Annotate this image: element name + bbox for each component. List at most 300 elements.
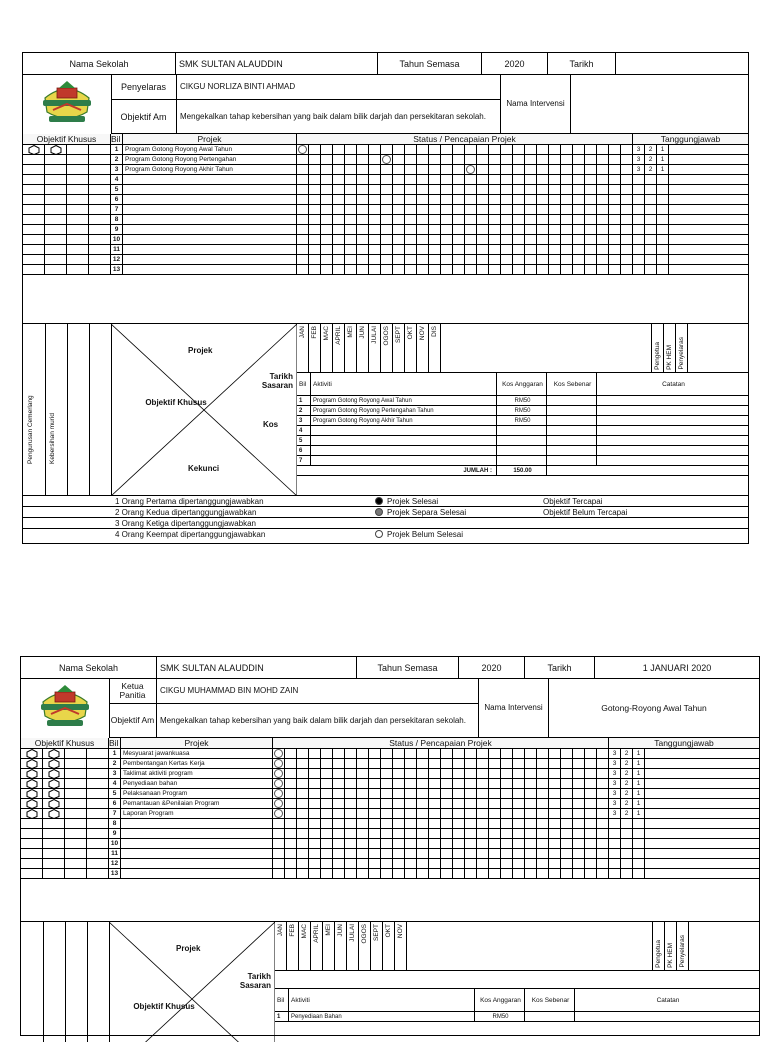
status-cell[interactable] <box>429 235 441 244</box>
status-cell[interactable] <box>417 155 429 164</box>
status-cell[interactable] <box>429 245 441 254</box>
status-cell[interactable] <box>561 869 573 878</box>
status-cell[interactable] <box>393 849 405 858</box>
status-cell[interactable] <box>285 799 297 808</box>
status-cell[interactable] <box>477 779 489 788</box>
status-cell[interactable] <box>477 265 489 274</box>
status-cell[interactable] <box>381 779 393 788</box>
status-cell[interactable] <box>537 859 549 868</box>
status-cell[interactable] <box>561 185 573 194</box>
status-cell[interactable] <box>369 245 381 254</box>
status-cell[interactable] <box>621 265 633 274</box>
status-cell[interactable] <box>513 245 525 254</box>
status-cell[interactable] <box>537 829 549 838</box>
status-cell[interactable] <box>405 245 417 254</box>
status-cell[interactable] <box>405 819 417 828</box>
status-cell[interactable] <box>537 749 549 758</box>
status-cell[interactable] <box>597 769 609 778</box>
status-cell[interactable] <box>357 265 369 274</box>
status-cell[interactable] <box>621 215 633 224</box>
status-cell[interactable] <box>381 245 393 254</box>
act-catatan[interactable] <box>597 456 748 465</box>
status-cell[interactable] <box>549 759 561 768</box>
status-cell[interactable] <box>441 869 453 878</box>
status-cell[interactable] <box>429 789 441 798</box>
status-cell[interactable] <box>441 849 453 858</box>
status-cell[interactable] <box>405 859 417 868</box>
status-cell[interactable] <box>381 215 393 224</box>
status-cell[interactable] <box>465 759 477 768</box>
status-cell[interactable] <box>297 195 309 204</box>
status-cell[interactable] <box>453 769 465 778</box>
status-cell[interactable] <box>573 849 585 858</box>
status-cell[interactable] <box>477 185 489 194</box>
status-cell[interactable] <box>513 185 525 194</box>
status-cell[interactable] <box>369 799 381 808</box>
status-cell[interactable] <box>297 255 309 264</box>
status-cell[interactable] <box>609 165 621 174</box>
status-cell[interactable] <box>573 205 585 214</box>
status-cell[interactable] <box>309 859 321 868</box>
status-cell[interactable] <box>477 145 489 154</box>
status-cell[interactable] <box>453 255 465 264</box>
status-cell[interactable] <box>333 245 345 254</box>
status-cell[interactable] <box>297 749 309 758</box>
act-catatan[interactable] <box>597 426 748 435</box>
status-cell[interactable] <box>405 809 417 818</box>
status-cell[interactable] <box>561 175 573 184</box>
status-cell[interactable] <box>441 235 453 244</box>
status-cell[interactable] <box>309 225 321 234</box>
status-cell[interactable] <box>417 859 429 868</box>
status-cell[interactable] <box>453 165 465 174</box>
status-cell[interactable] <box>501 819 513 828</box>
status-cell[interactable] <box>381 225 393 234</box>
status-cell[interactable] <box>393 759 405 768</box>
status-cell[interactable] <box>585 759 597 768</box>
status-cell[interactable] <box>585 255 597 264</box>
status-cell[interactable] <box>465 145 477 154</box>
status-cell[interactable] <box>273 809 285 818</box>
status-cell[interactable] <box>393 225 405 234</box>
status-cell[interactable] <box>585 165 597 174</box>
status-cell[interactable] <box>381 789 393 798</box>
status-cell[interactable] <box>333 205 345 214</box>
status-cell[interactable] <box>273 749 285 758</box>
status-cell[interactable] <box>273 839 285 848</box>
status-cell[interactable] <box>333 225 345 234</box>
status-cell[interactable] <box>393 809 405 818</box>
status-cell[interactable] <box>525 175 537 184</box>
status-cell[interactable] <box>585 235 597 244</box>
status-cell[interactable] <box>585 839 597 848</box>
status-cell[interactable] <box>297 869 309 878</box>
status-cell[interactable] <box>597 759 609 768</box>
status-cell[interactable] <box>561 829 573 838</box>
status-cell[interactable] <box>513 265 525 274</box>
status-cell[interactable] <box>333 869 345 878</box>
status-cell[interactable] <box>345 225 357 234</box>
status-cell[interactable] <box>609 255 621 264</box>
status-cell[interactable] <box>549 255 561 264</box>
status-cell[interactable] <box>309 819 321 828</box>
status-cell[interactable] <box>333 215 345 224</box>
status-cell[interactable] <box>489 195 501 204</box>
act-catatan[interactable] <box>597 396 748 405</box>
status-cell[interactable] <box>393 859 405 868</box>
status-cell[interactable] <box>321 155 333 164</box>
status-cell[interactable] <box>333 799 345 808</box>
status-cell[interactable] <box>441 255 453 264</box>
status-cell[interactable] <box>405 849 417 858</box>
status-cell[interactable] <box>561 809 573 818</box>
status-cell[interactable] <box>621 175 633 184</box>
status-cell[interactable] <box>525 215 537 224</box>
status-cell[interactable] <box>357 789 369 798</box>
status-cell[interactable] <box>357 819 369 828</box>
status-cell[interactable] <box>597 245 609 254</box>
status-cell[interactable] <box>333 759 345 768</box>
status-cell[interactable] <box>597 809 609 818</box>
status-cell[interactable] <box>477 869 489 878</box>
status-cell[interactable] <box>357 849 369 858</box>
status-cell[interactable] <box>453 789 465 798</box>
status-cell[interactable] <box>321 749 333 758</box>
status-cell[interactable] <box>609 195 621 204</box>
status-cell[interactable] <box>333 839 345 848</box>
status-cell[interactable] <box>573 759 585 768</box>
status-cell[interactable] <box>333 145 345 154</box>
status-cell[interactable] <box>297 809 309 818</box>
status-cell[interactable] <box>621 225 633 234</box>
status-cell[interactable] <box>357 809 369 818</box>
status-cell[interactable] <box>585 859 597 868</box>
status-cell[interactable] <box>597 819 609 828</box>
status-cell[interactable] <box>333 155 345 164</box>
status-cell[interactable] <box>441 215 453 224</box>
status-cell[interactable] <box>429 215 441 224</box>
status-cell[interactable] <box>441 839 453 848</box>
status-cell[interactable] <box>333 175 345 184</box>
status-cell[interactable] <box>417 749 429 758</box>
status-cell[interactable] <box>477 205 489 214</box>
status-cell[interactable] <box>417 265 429 274</box>
status-cell[interactable] <box>477 165 489 174</box>
status-cell[interactable] <box>501 779 513 788</box>
status-cell[interactable] <box>573 145 585 154</box>
status-cell[interactable] <box>597 155 609 164</box>
status-cell[interactable] <box>561 779 573 788</box>
status-cell[interactable] <box>297 839 309 848</box>
status-cell[interactable] <box>321 819 333 828</box>
status-cell[interactable] <box>549 165 561 174</box>
status-cell[interactable] <box>477 255 489 264</box>
status-cell[interactable] <box>357 235 369 244</box>
status-cell[interactable] <box>477 819 489 828</box>
status-cell[interactable] <box>453 185 465 194</box>
status-cell[interactable] <box>441 799 453 808</box>
status-cell[interactable] <box>525 245 537 254</box>
status-cell[interactable] <box>477 829 489 838</box>
status-cell[interactable] <box>345 155 357 164</box>
act-catatan[interactable] <box>597 446 748 455</box>
status-cell[interactable] <box>297 799 309 808</box>
status-cell[interactable] <box>597 779 609 788</box>
status-cell[interactable] <box>333 769 345 778</box>
status-cell[interactable] <box>573 155 585 164</box>
status-cell[interactable] <box>513 859 525 868</box>
status-cell[interactable] <box>609 205 621 214</box>
status-cell[interactable] <box>309 145 321 154</box>
status-cell[interactable] <box>453 155 465 164</box>
status-cell[interactable] <box>441 829 453 838</box>
status-cell[interactable] <box>477 809 489 818</box>
status-cell[interactable] <box>273 769 285 778</box>
status-cell[interactable] <box>453 779 465 788</box>
status-cell[interactable] <box>345 195 357 204</box>
status-cell[interactable] <box>381 799 393 808</box>
status-cell[interactable] <box>477 175 489 184</box>
status-cell[interactable] <box>597 195 609 204</box>
status-cell[interactable] <box>453 145 465 154</box>
status-cell[interactable] <box>549 849 561 858</box>
status-cell[interactable] <box>309 185 321 194</box>
status-cell[interactable] <box>309 245 321 254</box>
status-cell[interactable] <box>333 749 345 758</box>
status-cell[interactable] <box>525 869 537 878</box>
status-cell[interactable] <box>573 809 585 818</box>
status-cell[interactable] <box>429 849 441 858</box>
status-cell[interactable] <box>441 185 453 194</box>
status-cell[interactable] <box>429 225 441 234</box>
status-cell[interactable] <box>477 245 489 254</box>
status-cell[interactable] <box>489 185 501 194</box>
status-cell[interactable] <box>573 789 585 798</box>
status-cell[interactable] <box>489 759 501 768</box>
status-cell[interactable] <box>537 215 549 224</box>
status-cell[interactable] <box>273 869 285 878</box>
status-cell[interactable] <box>477 859 489 868</box>
status-cell[interactable] <box>309 769 321 778</box>
status-cell[interactable] <box>321 759 333 768</box>
status-cell[interactable] <box>417 869 429 878</box>
status-cell[interactable] <box>357 749 369 758</box>
status-cell[interactable] <box>585 215 597 224</box>
status-cell[interactable] <box>501 789 513 798</box>
status-cell[interactable] <box>573 165 585 174</box>
status-cell[interactable] <box>585 145 597 154</box>
act-catatan[interactable] <box>575 1012 759 1021</box>
status-cell[interactable] <box>429 799 441 808</box>
status-cell[interactable] <box>561 165 573 174</box>
status-cell[interactable] <box>357 779 369 788</box>
status-cell[interactable] <box>357 195 369 204</box>
status-cell[interactable] <box>585 849 597 858</box>
status-cell[interactable] <box>573 265 585 274</box>
status-cell[interactable] <box>501 155 513 164</box>
status-cell[interactable] <box>285 759 297 768</box>
status-cell[interactable] <box>333 859 345 868</box>
status-cell[interactable] <box>609 215 621 224</box>
status-cell[interactable] <box>585 789 597 798</box>
status-cell[interactable] <box>369 205 381 214</box>
status-cell[interactable] <box>537 235 549 244</box>
status-cell[interactable] <box>381 769 393 778</box>
status-cell[interactable] <box>417 245 429 254</box>
status-cell[interactable] <box>417 235 429 244</box>
status-cell[interactable] <box>477 759 489 768</box>
status-cell[interactable] <box>321 829 333 838</box>
status-cell[interactable] <box>393 245 405 254</box>
status-cell[interactable] <box>537 759 549 768</box>
status-cell[interactable] <box>381 185 393 194</box>
status-cell[interactable] <box>333 779 345 788</box>
status-cell[interactable] <box>453 869 465 878</box>
status-cell[interactable] <box>549 235 561 244</box>
status-cell[interactable] <box>309 749 321 758</box>
status-cell[interactable] <box>465 185 477 194</box>
status-cell[interactable] <box>501 749 513 758</box>
status-cell[interactable] <box>573 255 585 264</box>
status-cell[interactable] <box>429 839 441 848</box>
status-cell[interactable] <box>477 769 489 778</box>
status-cell[interactable] <box>549 155 561 164</box>
status-cell[interactable] <box>273 819 285 828</box>
status-cell[interactable] <box>357 245 369 254</box>
status-cell[interactable] <box>285 819 297 828</box>
status-cell[interactable] <box>345 185 357 194</box>
status-cell[interactable] <box>393 155 405 164</box>
status-cell[interactable] <box>537 245 549 254</box>
status-cell[interactable] <box>597 869 609 878</box>
status-cell[interactable] <box>561 759 573 768</box>
status-cell[interactable] <box>585 829 597 838</box>
status-cell[interactable] <box>489 225 501 234</box>
status-cell[interactable] <box>321 839 333 848</box>
status-cell[interactable] <box>333 849 345 858</box>
status-cell[interactable] <box>345 809 357 818</box>
status-cell[interactable] <box>477 155 489 164</box>
status-cell[interactable] <box>333 185 345 194</box>
status-cell[interactable] <box>537 819 549 828</box>
status-cell[interactable] <box>441 195 453 204</box>
status-cell[interactable] <box>321 145 333 154</box>
status-cell[interactable] <box>513 869 525 878</box>
status-cell[interactable] <box>309 869 321 878</box>
status-cell[interactable] <box>309 849 321 858</box>
status-cell[interactable] <box>453 175 465 184</box>
status-cell[interactable] <box>333 255 345 264</box>
status-cell[interactable] <box>417 769 429 778</box>
status-cell[interactable] <box>489 779 501 788</box>
status-cell[interactable] <box>621 145 633 154</box>
status-cell[interactable] <box>525 155 537 164</box>
status-cell[interactable] <box>549 809 561 818</box>
status-cell[interactable] <box>465 839 477 848</box>
status-cell[interactable] <box>309 265 321 274</box>
status-cell[interactable] <box>429 195 441 204</box>
status-cell[interactable] <box>321 869 333 878</box>
status-cell[interactable] <box>585 265 597 274</box>
status-cell[interactable] <box>513 779 525 788</box>
status-cell[interactable] <box>489 145 501 154</box>
status-cell[interactable] <box>429 769 441 778</box>
status-cell[interactable] <box>429 175 441 184</box>
status-cell[interactable] <box>321 175 333 184</box>
status-cell[interactable] <box>525 759 537 768</box>
status-cell[interactable] <box>465 205 477 214</box>
status-cell[interactable] <box>321 779 333 788</box>
status-cell[interactable] <box>345 869 357 878</box>
status-cell[interactable] <box>561 849 573 858</box>
status-cell[interactable] <box>393 839 405 848</box>
status-cell[interactable] <box>549 789 561 798</box>
status-cell[interactable] <box>573 779 585 788</box>
status-cell[interactable] <box>561 235 573 244</box>
status-cell[interactable] <box>537 779 549 788</box>
status-cell[interactable] <box>477 225 489 234</box>
status-cell[interactable] <box>561 255 573 264</box>
status-cell[interactable] <box>585 769 597 778</box>
status-cell[interactable] <box>597 829 609 838</box>
status-cell[interactable] <box>501 869 513 878</box>
status-cell[interactable] <box>465 849 477 858</box>
status-cell[interactable] <box>489 175 501 184</box>
act-kos-sebenar[interactable] <box>547 426 597 435</box>
status-cell[interactable] <box>489 265 501 274</box>
status-cell[interactable] <box>489 245 501 254</box>
status-cell[interactable] <box>465 799 477 808</box>
status-cell[interactable] <box>537 799 549 808</box>
status-cell[interactable] <box>597 215 609 224</box>
status-cell[interactable] <box>525 225 537 234</box>
status-cell[interactable] <box>489 215 501 224</box>
status-cell[interactable] <box>453 799 465 808</box>
status-cell[interactable] <box>309 779 321 788</box>
status-cell[interactable] <box>381 749 393 758</box>
status-cell[interactable] <box>609 225 621 234</box>
status-cell[interactable] <box>513 809 525 818</box>
status-cell[interactable] <box>573 799 585 808</box>
status-cell[interactable] <box>381 759 393 768</box>
status-cell[interactable] <box>441 225 453 234</box>
status-cell[interactable] <box>273 859 285 868</box>
status-cell[interactable] <box>549 829 561 838</box>
status-cell[interactable] <box>345 759 357 768</box>
status-cell[interactable] <box>393 819 405 828</box>
status-cell[interactable] <box>597 859 609 868</box>
status-cell[interactable] <box>273 799 285 808</box>
status-cell[interactable] <box>573 769 585 778</box>
status-cell[interactable] <box>513 849 525 858</box>
status-cell[interactable] <box>537 869 549 878</box>
status-cell[interactable] <box>441 265 453 274</box>
status-cell[interactable] <box>369 809 381 818</box>
status-cell[interactable] <box>465 255 477 264</box>
status-cell[interactable] <box>441 769 453 778</box>
status-cell[interactable] <box>417 165 429 174</box>
status-cell[interactable] <box>345 145 357 154</box>
status-cell[interactable] <box>549 799 561 808</box>
status-cell[interactable] <box>465 265 477 274</box>
status-cell[interactable] <box>597 185 609 194</box>
status-cell[interactable] <box>513 165 525 174</box>
status-cell[interactable] <box>417 819 429 828</box>
status-cell[interactable] <box>549 175 561 184</box>
status-cell[interactable] <box>597 839 609 848</box>
status-cell[interactable] <box>405 869 417 878</box>
status-cell[interactable] <box>381 829 393 838</box>
